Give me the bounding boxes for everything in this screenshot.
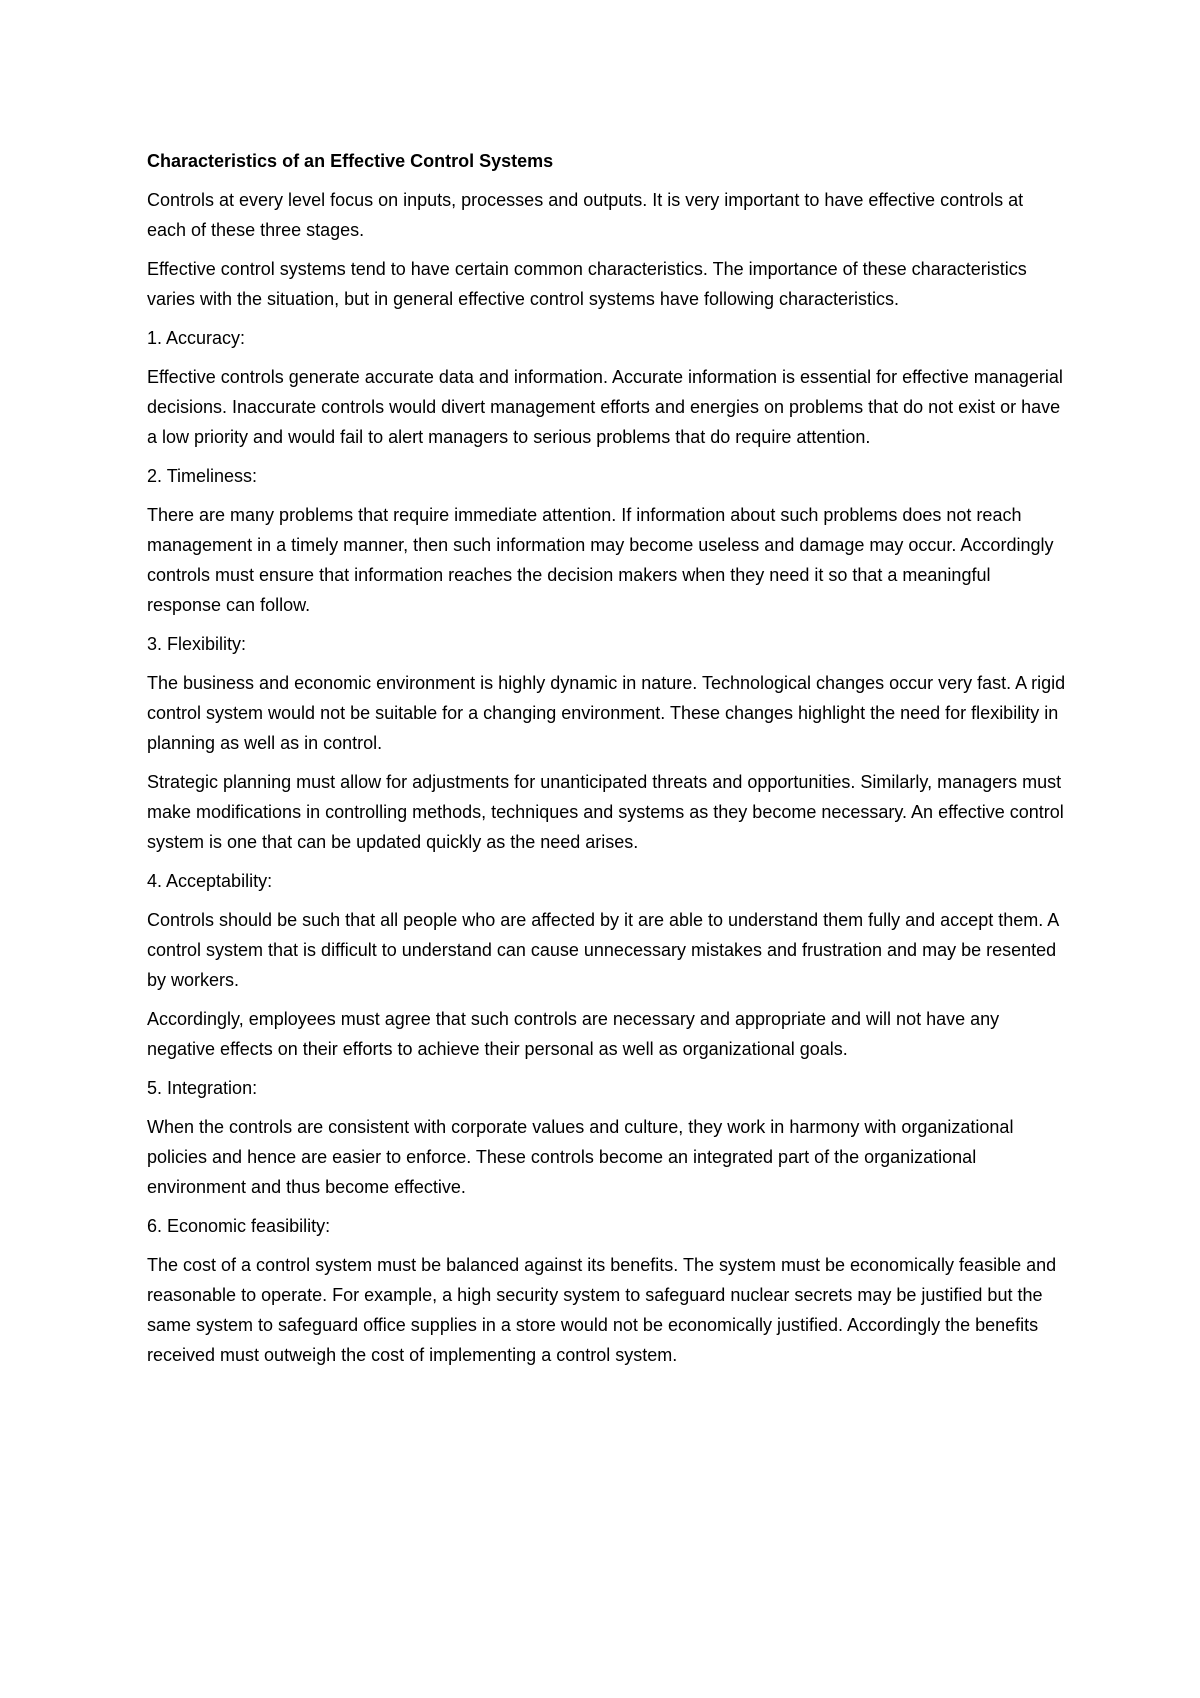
section-paragraph: Strategic planning must allow for adjustments for unanticipated threats and opportunities. Similarly, managers must make modifications in controlling methods, techniques and systems as they become necessary. An effective control system is one that can be updated quickly as the need arises. bbox=[147, 772, 1064, 852]
document-body bbox=[147, 146, 1067, 1379]
section-paragraph: Effective controls generate accurate data and information. Accurate information is essential for effective managerial decisions. Inaccurate controls would divert management efforts and energies on problems that do not exist or have a low priority and would fail to alert managers to serious problems that do require attention. bbox=[147, 367, 1063, 447]
section-paragraph: When the controls are consistent with corporate values and culture, they work in harmony with organizational policies and hence are easier to enforce. These controls become an integrated part of the organizational environment and thus become effective. bbox=[147, 1117, 1014, 1197]
section-heading-flexibility: 3. Flexibility: bbox=[147, 634, 247, 654]
section-heading-acceptability: 4. Acceptability: bbox=[147, 871, 273, 891]
section-heading-integration: 5. Integration: bbox=[147, 1078, 258, 1098]
section-heading-timeliness: 2. Timeliness: bbox=[147, 466, 258, 486]
section-paragraph: The cost of a control system must be balanced against its benefits. The system must be economically feasible and reasonable to operate. For example, a high security system to safeguard nuclear secrets may be justified but the same system to safeguard office supplies in a store would not be economically justified. Accordingly the benefits received must outweigh the cost of implementing a control system. bbox=[147, 1255, 1057, 1365]
intro-paragraph: Controls at every level focus on inputs, processes and outputs. It is very important to have effective controls at each of these three stages. bbox=[147, 190, 1024, 240]
section-paragraph: Controls should be such that all people who are affected by it are able to understand them fully and accept them. A control system that is difficult to understand can cause unnecessary mistakes and frustration and may be resented by workers. bbox=[147, 910, 1059, 990]
section-paragraph: The business and economic environment is highly dynamic in nature. Technological changes occur very fast. A rigid control system would not be suitable for a changing environment. These changes highlight the need for flexibility in planning as well as in control. bbox=[147, 673, 1066, 753]
section-heading-accuracy: 1. Accuracy: bbox=[147, 328, 246, 348]
intro-paragraph: Effective control systems tend to have certain common characteristics. The importance of these characteristics varies with the situation, but in general effective control systems have following characteristics. bbox=[147, 259, 1027, 309]
section-heading-economic-feasibility: 6. Economic feasibility: bbox=[147, 1216, 331, 1236]
section-paragraph: There are many problems that require immediate attention. If information about such problems does not reach management in a timely manner, then such information may become useless and damage may occur. Accordingly controls must ensure that information reaches the decision makers when they need it so that a meaningful response can follow. bbox=[147, 505, 1054, 615]
section-paragraph: Accordingly, employees must agree that such controls are necessary and appropriate and will not have any negative effects on their efforts to achieve their personal as well as organizational goals. bbox=[147, 1009, 1000, 1059]
document-title: Characteristics of an Effective Control Systems bbox=[147, 151, 554, 171]
